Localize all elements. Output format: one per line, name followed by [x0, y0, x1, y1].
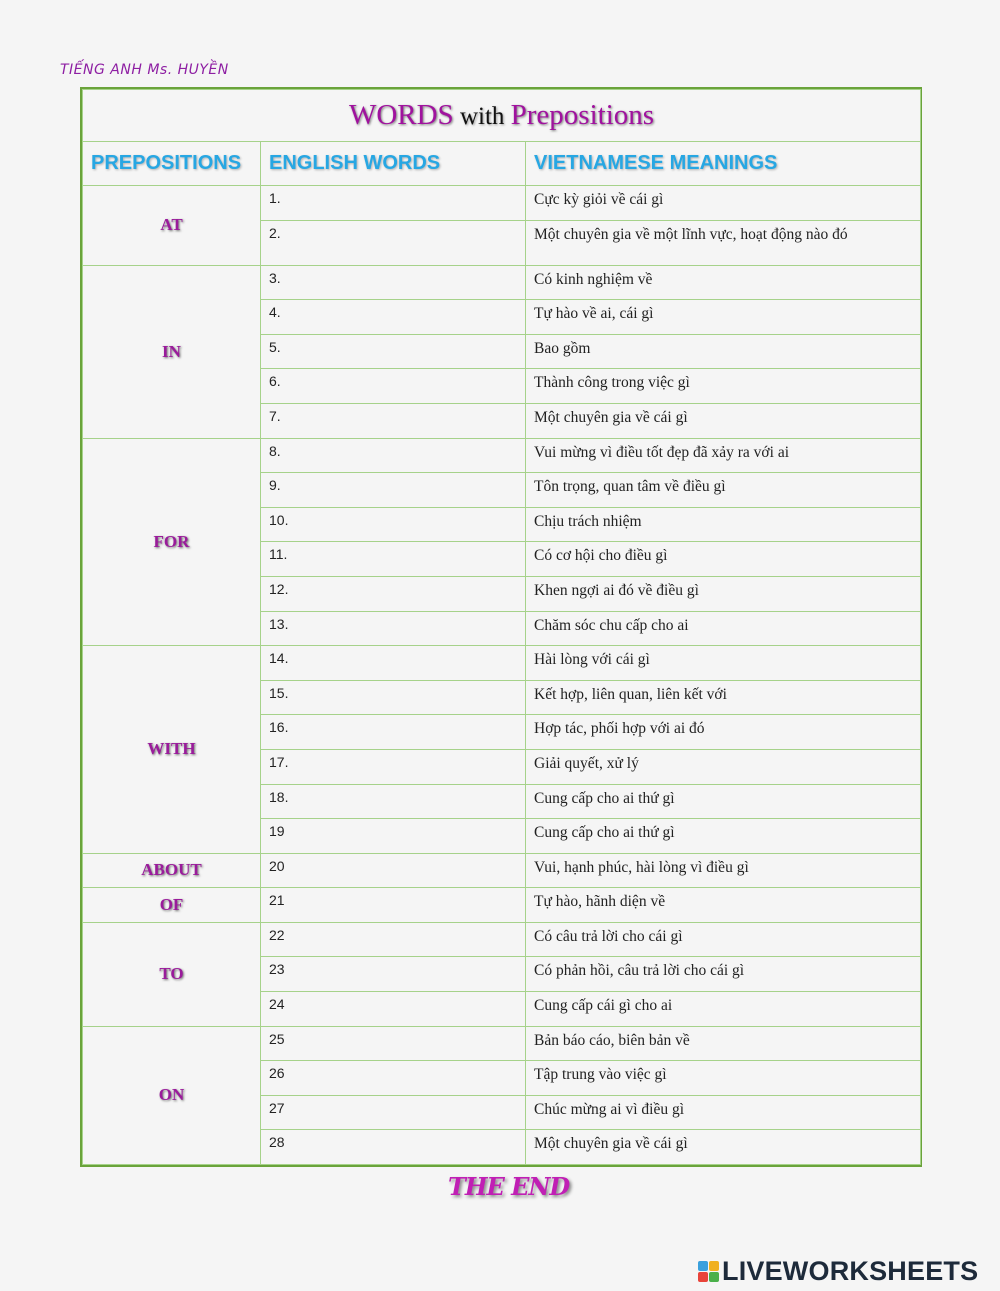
english-word-cell[interactable]: 13. [261, 611, 526, 646]
english-word-cell[interactable]: 22 [261, 922, 526, 957]
english-word-cell[interactable]: 27 [261, 1095, 526, 1130]
vietnamese-meaning-cell: Chúc mừng ai vì điều gì [526, 1095, 921, 1130]
table-row [83, 1026, 921, 1061]
english-word-cell[interactable]: 25 [261, 1026, 526, 1061]
column-header-vietnamese-meanings: VIETNAMESE MEANINGS [526, 142, 921, 186]
vietnamese-meaning-cell: Hợp tác, phối hợp với ai đó [526, 715, 921, 750]
table-row [83, 922, 921, 957]
vietnamese-meaning-cell: Thành công trong việc gì [526, 369, 921, 404]
preposition-cell: IN [83, 265, 261, 438]
english-word-cell[interactable]: 11. [261, 542, 526, 577]
vietnamese-meaning-cell: Bản báo cáo, biên bản về [526, 1026, 921, 1061]
preposition-cell: ABOUT [83, 853, 261, 888]
preposition-cell: TO [83, 922, 261, 1026]
worksheet-title [83, 90, 921, 142]
table-row [83, 186, 921, 221]
english-word-cell[interactable]: 10. [261, 507, 526, 542]
vietnamese-meaning-cell: Vui, hạnh phúc, hài lòng vì điều gì [526, 853, 921, 888]
english-word-cell[interactable]: 3. [261, 265, 526, 300]
table-row [83, 853, 921, 888]
preposition-cell: OF [83, 888, 261, 923]
english-word-cell[interactable]: 18. [261, 784, 526, 819]
table-row [83, 438, 921, 473]
english-word-cell[interactable]: 7. [261, 403, 526, 438]
vietnamese-meaning-cell: Cung cấp cái gì cho ai [526, 992, 921, 1027]
english-word-cell[interactable]: 1. [261, 186, 526, 221]
english-word-cell[interactable]: 6. [261, 369, 526, 404]
vietnamese-meaning-cell: Chịu trách nhiệm [526, 507, 921, 542]
english-word-cell[interactable]: 15. [261, 680, 526, 715]
english-word-cell[interactable]: 20 [261, 853, 526, 888]
table-row [83, 646, 921, 681]
vietnamese-meaning-cell: Có kinh nghiệm về [526, 265, 921, 300]
english-word-cell[interactable]: 23 [261, 957, 526, 992]
vietnamese-meaning-cell: Cung cấp cho ai thứ gì [526, 819, 921, 854]
english-word-cell[interactable]: 24 [261, 992, 526, 1027]
liveworksheets-logo-icon [698, 1261, 719, 1282]
title-with: with [453, 103, 511, 130]
table-row [83, 265, 921, 300]
the-end-label: THE END [448, 1172, 570, 1201]
vietnamese-meaning-cell: Kết hợp, liên quan, liên kết với [526, 680, 921, 715]
english-word-cell[interactable]: 21 [261, 888, 526, 923]
title-words: WORDS [348, 99, 454, 131]
vietnamese-meaning-cell: Cực kỳ giỏi về cái gì [526, 186, 921, 221]
vietnamese-meaning-cell: Tự hào về ai, cái gì [526, 300, 921, 335]
vietnamese-meaning-cell: Khen ngợi ai đó về điều gì [526, 576, 921, 611]
title-prepositions: Prepositions [510, 99, 655, 131]
vietnamese-meaning-cell: Vui mừng vì điều tốt đẹp đã xảy ra với ai [526, 438, 921, 473]
worksheet-table [80, 87, 922, 1167]
english-word-cell[interactable]: 12. [261, 576, 526, 611]
english-word-cell[interactable]: 17. [261, 749, 526, 784]
vietnamese-meaning-cell: Tự hào, hãnh diện về [526, 888, 921, 923]
english-word-cell[interactable]: 19 [261, 819, 526, 854]
preposition-cell: AT [83, 186, 261, 266]
english-word-cell[interactable]: 8. [261, 438, 526, 473]
table-row [83, 888, 921, 923]
english-word-cell[interactable]: 9. [261, 473, 526, 508]
preposition-cell: FOR [83, 438, 261, 646]
vietnamese-meaning-cell: Có phản hồi, câu trả lời cho cái gì [526, 957, 921, 992]
column-header-prepositions: PREPOSITIONS [83, 142, 261, 186]
vietnamese-meaning-cell: Cung cấp cho ai thứ gì [526, 784, 921, 819]
vietnamese-meaning-cell: Chăm sóc chu cấp cho ai [526, 611, 921, 646]
brand-name: LIVEWORKSHEETS [722, 1255, 979, 1286]
vietnamese-meaning-cell: Hài lòng với cái gì [526, 646, 921, 681]
column-header-english-words: ENGLISH WORDS [261, 142, 526, 186]
vietnamese-meaning-cell: Bao gồm [526, 334, 921, 369]
english-word-cell[interactable]: 14. [261, 646, 526, 681]
vietnamese-meaning-cell: Có cơ hội cho điều gì [526, 542, 921, 577]
vietnamese-meaning-cell: Một chuyên gia về cái gì [526, 403, 921, 438]
teacher-label: TIẾNG ANH Ms. HUYỀN [60, 62, 229, 78]
vietnamese-meaning-cell: Tập trung vào việc gì [526, 1061, 921, 1096]
vietnamese-meaning-cell: Giải quyết, xử lý [526, 749, 921, 784]
vietnamese-meaning-cell: Tôn trọng, quan tâm về điều gì [526, 473, 921, 508]
english-word-cell[interactable]: 16. [261, 715, 526, 750]
english-word-cell[interactable]: 28 [261, 1130, 526, 1165]
english-word-cell[interactable]: 5. [261, 334, 526, 369]
vietnamese-meaning-cell: Một chuyên gia về một lĩnh vực, hoạt động nào đó [526, 220, 921, 265]
english-word-cell[interactable]: 4. [261, 300, 526, 335]
vietnamese-meaning-cell: Một chuyên gia về cái gì [526, 1130, 921, 1165]
preposition-cell: WITH [83, 646, 261, 854]
english-word-cell[interactable]: 26 [261, 1061, 526, 1096]
liveworksheets-brand [698, 1256, 978, 1286]
preposition-cell: ON [83, 1026, 261, 1164]
vietnamese-meaning-cell: Có câu trả lời cho cái gì [526, 922, 921, 957]
english-word-cell[interactable]: 2. [261, 220, 526, 265]
